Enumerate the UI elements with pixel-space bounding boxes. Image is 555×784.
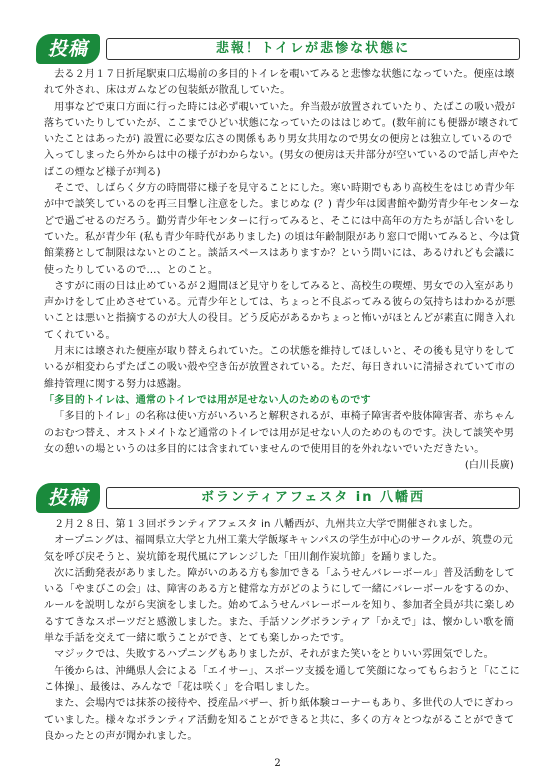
article2-paragraph: マジックでは、失敗するハプニングもありましたが、それがまた笑いをとりいい雰囲気でした。 <box>54 649 494 661</box>
article1-paragraph: 月末には壊された便座が取り替えられていた。この状態を維持してほしいと、その後も見守りをしているが相変わらずたばこの吸い殻や空き缶が放置されている。ただ、毎日きれいに清掃されていて市の維持管理に関する努力は感謝。 <box>44 346 516 390</box>
article1-paragraph: 去る２月１７日折尾駅東口広場前の多目的トイレを覗いてみると悲惨な状態になっていた。便座は壊れて外され、床はガムなどの包装紙が散乱していた。 <box>44 69 515 97</box>
article1-paragraph: 用事などで東口方面に行った時には必ず覗いていた。弁当殻が放置されていたり、たばこの吸い殻が落ちていたりしていたが、ここまでひどい状態になっていたのははじめて。(数年前にも便器が壊されていたことはあったが) 設置に必要な広さの関係もあり男女共用なので男女の便房とは独立しているので入ってしまったら外からは中の様子がわからない。(男女の便房は天井部分が空いているので話し声やたばこの煙など様子が判る) <box>44 101 520 178</box>
article2-paragraph: ２月２８日、第１３回ボランティアフェスタ in 八幡西が、九州共立大学で開催されました。 <box>54 519 479 530</box>
page-number: 2 <box>274 758 281 769</box>
article1-badge: 投稿 <box>36 34 100 64</box>
article1-title: 悲報！トイレが悲惨な状態に <box>106 38 520 60</box>
article1-paragraph: そこで、しばらく夕方の時間帯に様子を見守ることにした。寒い時期でもあり高校生をはじめ青少年が中で談笑しているのを再三目撃し注意をした。まじめな (？) 青少年は図書館や勤労青少年センターなどで過ごせるのだろう。勤労青少年センターに行ってみると、そこには中高年の方たちが話し合いをしていた。私が青少年 (私も青少年時代がありました) の頃は年齢制限があり窓口で聞いてみると、今は貸館業務として制限はないとのこと。談話スペースはありますか？という問いには、あるけれども会議に使ったりしているので…、とのこと。 <box>44 183 520 276</box>
article2-title: ボランティアフェスタ in 八幡西 <box>106 487 520 509</box>
article2-badge: 投稿 <box>36 483 100 513</box>
article1-closing <box>44 409 522 472</box>
article1-closing-text: 「多目的トイレ」の名称は使い方がいろいろと解釈されるが、車椅子障害者や肢体障害者、赤ちゃんのおむつ替え、オストメイトなど通常のトイレでは用が足せない人のためのものです。決して談笑や男女の憩いの場というのは多目的には含まれていませんので使用目的を外れないでいただきたい。 <box>44 411 515 455</box>
article1-header <box>36 34 520 64</box>
article1-body <box>44 67 522 474</box>
article1-highlight: 「多目的トイレは、通常のトイレでは用が足せない人のためのものです <box>44 394 371 406</box>
article2-header <box>36 483 520 513</box>
article2-body <box>44 517 522 745</box>
article2-paragraph: また、会場内では抹茶の接待や、授産品バザー、折り紙体験コーナーもあり、多世代の人でにぎわっていました。様々なボランティア活動を知ることができると共に、多くの方々とつながることができて良かったとの声が聞かれました。 <box>44 698 515 742</box>
article2-paragraph: 次に活動発表がありました。障がいのある方も参加できる「ふうせんバレーボール」普及活動をしている「やまびこの会」は、障害のある方と健常な方がどのようにして一緒にバレーボールをするのか、ルールを説明しながら実演をしました。始めてふうせんバレーボールを知り、参加者全員が共に楽しめるすてきなスポーツだと感激しました。また、手話ソングボランティア「かえで」は、懐かしい歌を簡単な手話を交えて一緒に歌うことができ、とても楽しかったです。 <box>44 567 516 645</box>
article1-signature: (白川長廣) <box>464 460 514 472</box>
article2-paragraph: 午後からは、沖縄県人会による「エイサー」、スポーツ支援を通して笑顔になってもらおうと「にこにこ体操」、最後は、みんなで「花は咲く」を合唱しました。 <box>44 665 520 693</box>
article2-paragraph: オープニングは、福岡県立大学と九州工業大学飯塚キャンパスの学生が中心のサークルが、筑豊の元気を呼び戻そうと、炭坑節を現代風にアレンジした「田川創作炭坑節」を踊りました。 <box>44 535 513 563</box>
article1-paragraph: さすがに雨の日は止めているが２週間ほど見守りをしてみると、高校生の喫煙、男女での入室があり声かけをして止めさせている。元青少年としては、ちょっと不良ぶってみる彼らの気持ちはわかるが悪いことは悪いと指摘するのが大人の役目。どう反応があるかちょっと怖いがほとんどが素直に聞き入れてくれている。 <box>44 280 516 341</box>
